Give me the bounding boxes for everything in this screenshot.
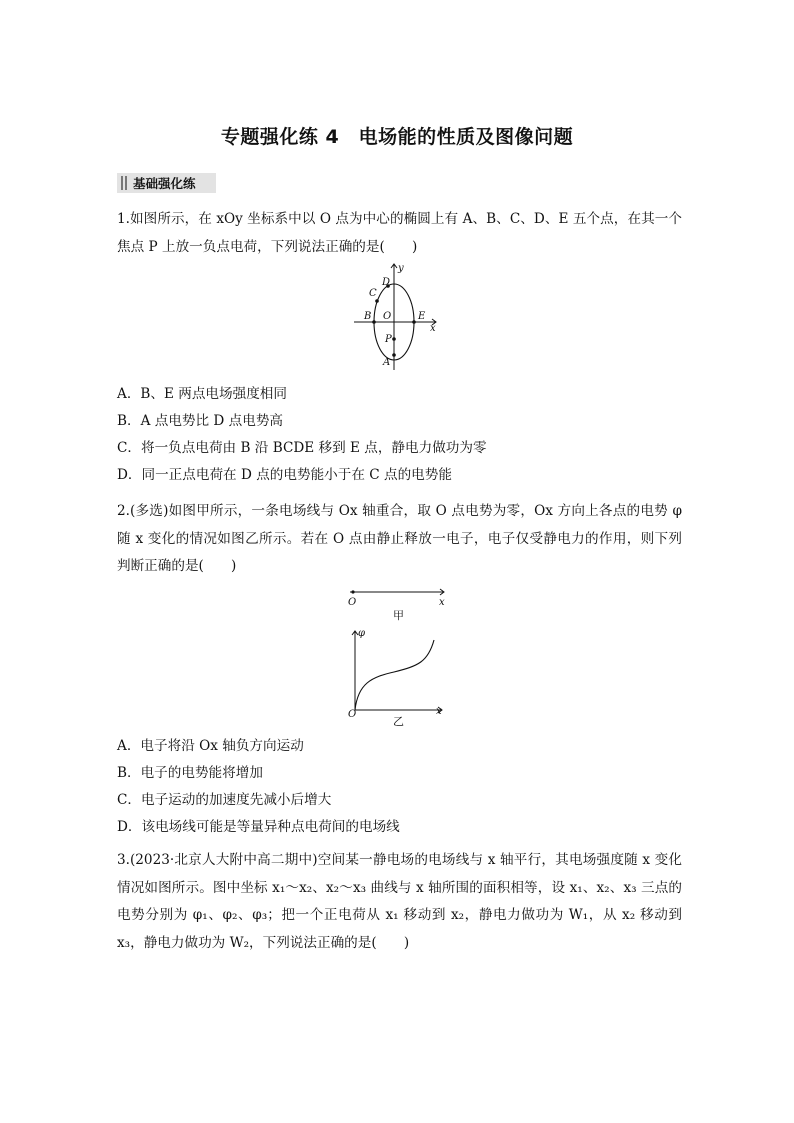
section-tag: [117, 173, 216, 193]
q2-stem: 2.(多选)如图甲所示，一条电场线与 Ox 轴重合，取 O 点电势为零，Ox 方向上各点的电势 φ 随 x 变化的情况如图乙所示。若在 O 点由静止释放一电子，电子仅受静电力的作用，则下列判断正确的是( ): [117, 503, 682, 574]
q1-figure-ellipse: [350, 258, 442, 370]
q2-figure-b: [344, 628, 454, 730]
q1-label-e: E: [418, 311, 426, 322]
q2b-origin-label: O: [348, 709, 357, 720]
page-title: 专题强化练 4 电场能的性质及图像问题: [220, 126, 574, 148]
q1-option-d: D．同一正点电荷在 D 点的电势能小于在 C 点的电势能: [117, 467, 452, 483]
section-bars-icon: [121, 176, 127, 190]
q2-option-a: A．电子将沿 Ox 轴负方向运动: [117, 738, 304, 754]
q2-option-d: D．该电场线可能是等量异种点电荷间的电场线: [117, 819, 400, 835]
q2a-origin-label: O: [348, 597, 357, 608]
q1-label-x: x: [430, 323, 436, 334]
q1-option-b: B．A 点电势比 D 点电势高: [117, 413, 284, 429]
q1-option-c: C．将一负点电荷由 B 沿 BCDE 移到 E 点，静电力做功为零: [117, 440, 487, 456]
q2a-caption: 甲: [393, 609, 404, 622]
q1-label-o: O: [383, 311, 392, 322]
q2-option-b: B．电子的电势能将增加: [117, 765, 263, 781]
q1-label-d: D: [382, 277, 391, 288]
q1-label-y: y: [398, 263, 404, 274]
q2b-caption: 乙: [393, 715, 404, 728]
q2-option-c: C．电子运动的加速度先减小后增大: [117, 792, 332, 808]
q2b-axis-label: x: [436, 706, 442, 717]
q1-label-b: B: [364, 311, 372, 322]
q1-label-a: A: [383, 357, 391, 368]
q2a-axis-label: x: [439, 597, 445, 608]
q3-stem: 3.(2023·北京人大附中高二期中)空间某一静电场的电场线与 x 轴平行，其电场强度随 x 变化情况如图所示。图中坐标 x₁～x₂、x₂～x₃ 曲线与 x 轴所围的面积相等，设 x₁、x₂、x₃ 三点的电势分别为 φ₁、φ₂、φ₃；把一个正电荷从 x₁ 移动到 x₂，静电力做功为 W₁，从 x₂ 移动到 x₃，静电力做功为 W₂，下列说法正确的是( ): [117, 852, 682, 951]
q1-option-a: A．B、E 两点电场强度相同: [117, 386, 287, 402]
q1-label-c: C: [369, 288, 377, 299]
q2-figure-a: [344, 585, 454, 625]
q1-stem: 1.如图所示，在 xOy 坐标系中以 O 点为中心的椭圆上有 A、B、C、D、E 五个点，在其一个焦点 P 上放一负点电荷，下列说法正确的是( ): [117, 211, 682, 255]
section-label: 基础强化练: [133, 176, 196, 191]
q1-label-p: P: [385, 334, 392, 345]
q2b-yaxis-label: φ: [358, 628, 366, 639]
